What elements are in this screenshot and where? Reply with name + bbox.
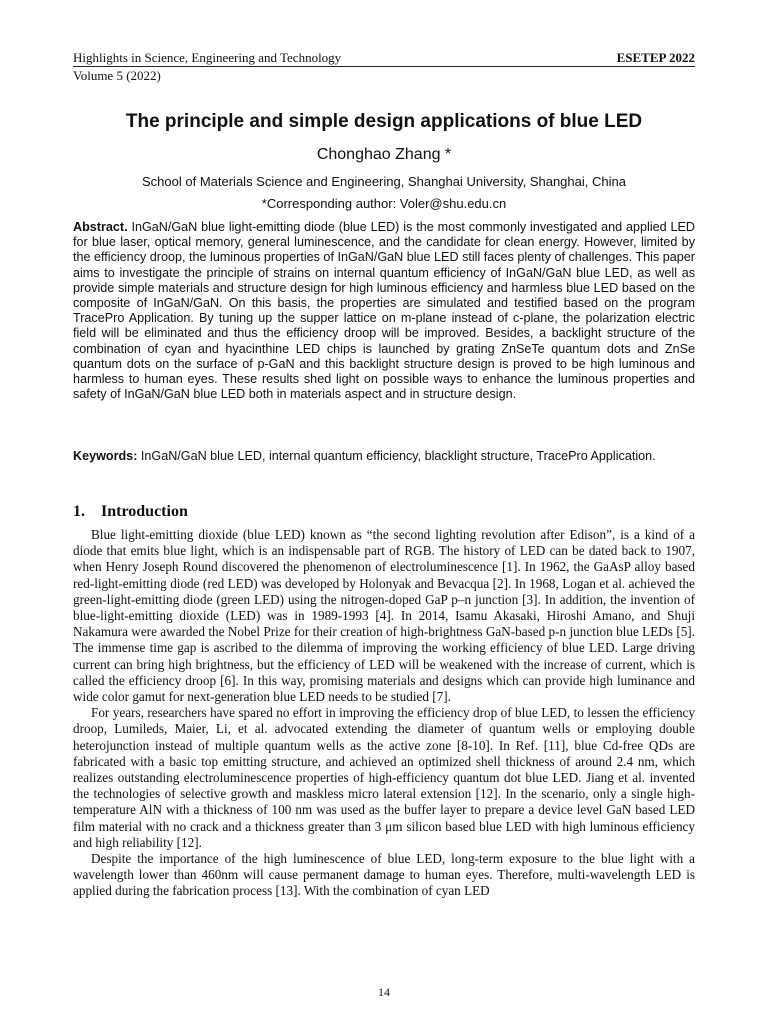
keywords <box>73 449 695 464</box>
corresponding-author: *Corresponding author: Voler@shu.edu.cn <box>261 196 507 211</box>
paragraph: For years, researchers have spared no effort in improving the efficiency drop of blue LED, to lessen the efficiency droop, Lumileds, Maier, Li, et al. advocated extending the diameter of quantum wells or employing double heterojunction instead of multiple quantum wells as the active zone [8-10]. In Ref. [11], blue Cd-free QDs are fabricated with a basic top emitting structure, and achieved an optimized shell thickness of around 2.4 nm, which realizes outstanding electroluminescence properties of high-efficiency quantum dot blue LED. Jiang et al. invented the technologies of selective growth and maskless micro lateral extension [12]. In the scenario, only a single high-temperature AlN with a thickness of 100 nm was used as the buffer layer to prepare a device level GaN based LED film material with no crack and a thickness greater than 3 μm silicon based blue LED with high luminous efficiency and high reliability [12]. <box>73 705 695 850</box>
header-row <box>73 50 695 67</box>
abstract-text: InGaN/GaN blue light-emitting diode (blue LED) is the most commonly investigated and applied LED for blue laser, optical memory, general luminescence, and the candidate for clean energy. However, limited by the efficiency droop, the luminous properties of InGaN/GaN blue LED still faces plenty of challenges. This paper aims to investigate the principle of strains on internal quantum efficiency of InGaN/GaN blue LED, as well as provide simple materials and structure design for high luminous efficiency and harmless blue LED based on the composite of InGaN/GaN. On this basis, the properties are simulated and testified based on the program TracePro Application. By tuning up the supper lattice on m-plane instead of c-plane, the polarization electric field will be eliminated and thus the efficiency droop will be improved. Besides, a backlight structure of the combination of cyan and hyacinthine LED chips is launched by grating ZnSeTe quantum dots and ZnSe quantum dots on the surface of p-GaN and this backlight structure design is proved to be high luminous and harmless to human eyes. These results shed light on possible ways to enhance the luminous properties and safety of InGaN/GaN blue LED both in materials aspect and in structure design. <box>73 220 696 402</box>
paragraph: Blue light-emitting dioxide (blue LED) known as “the second lighting revolution after Edison”, is a kind of a diode that emits blue light, which is an indispensable part of RGB. The history of LED can be dated back to 1907, when Henry Joseph Round discovered the phenomenon of electroluminescence [1]. In 1962, the GaAsP alloy based red-light-emitting diode (red LED) was developed by Holonyak and Bevacqua [2]. In 1968, Logan et al. achieved the green-light-emitting diode (green LED) using the nitrogen-doped GaP p–n junction [3]. In addition, the invention of blue-light-emitting dioxide (LED) was in 1989-1993 [4]. In 2014, Isamu Akasaki, Hiroshi Amano, and Shuji Nakamura were awarded the Nobel Prize for their creation of high-brightness GaN-based p-n junction blue LEDs [5]. The immense time gap is ascribed to the dilemma of improving the working efficiency of blue LED. Large driving current can bring high brightness, but the efficiency of LED will be weakened with the increase of current, which is called the efficiency droop [6]. In this way, promising materials and designs which can provide high luminance and wide color gamut for next-generation blue LED needs to be studied [7]. <box>73 527 695 705</box>
body-text <box>73 527 695 900</box>
abstract <box>73 220 695 402</box>
conference-name: ESETEP 2022 <box>616 50 695 65</box>
section-title-text: Introduction <box>101 503 188 520</box>
affiliation: School of Materials Science and Engineering, Shanghai University, Shanghai, China <box>142 174 626 189</box>
keywords-text: InGaN/GaN blue LED, internal quantum efficiency, blacklight structure, TracePro Application. <box>140 449 656 463</box>
paragraph: Despite the importance of the high luminescence of blue LED, long-term exposure to the blue light with a wavelength lower than 460nm will cause permanent damage to human eyes. Therefore, multi-wavelength LED is applied during the fabrication process [13]. With the combination of cyan LED <box>73 851 695 899</box>
keywords-label: Keywords: <box>73 449 138 463</box>
paper-title: The principle and simple design applications of blue LED <box>125 111 643 132</box>
running-header <box>73 50 695 83</box>
journal-name: Highlights in Science, Engineering and Technology <box>73 50 342 65</box>
page-number: 14 <box>378 985 390 999</box>
section-number: 1. <box>73 503 85 520</box>
section-heading <box>73 502 695 522</box>
abstract-label: Abstract. <box>73 220 128 234</box>
volume-info: Volume 5 (2022) <box>73 68 161 83</box>
author-name: Chonghao Zhang * <box>316 146 452 163</box>
paper-page <box>73 0 695 1024</box>
